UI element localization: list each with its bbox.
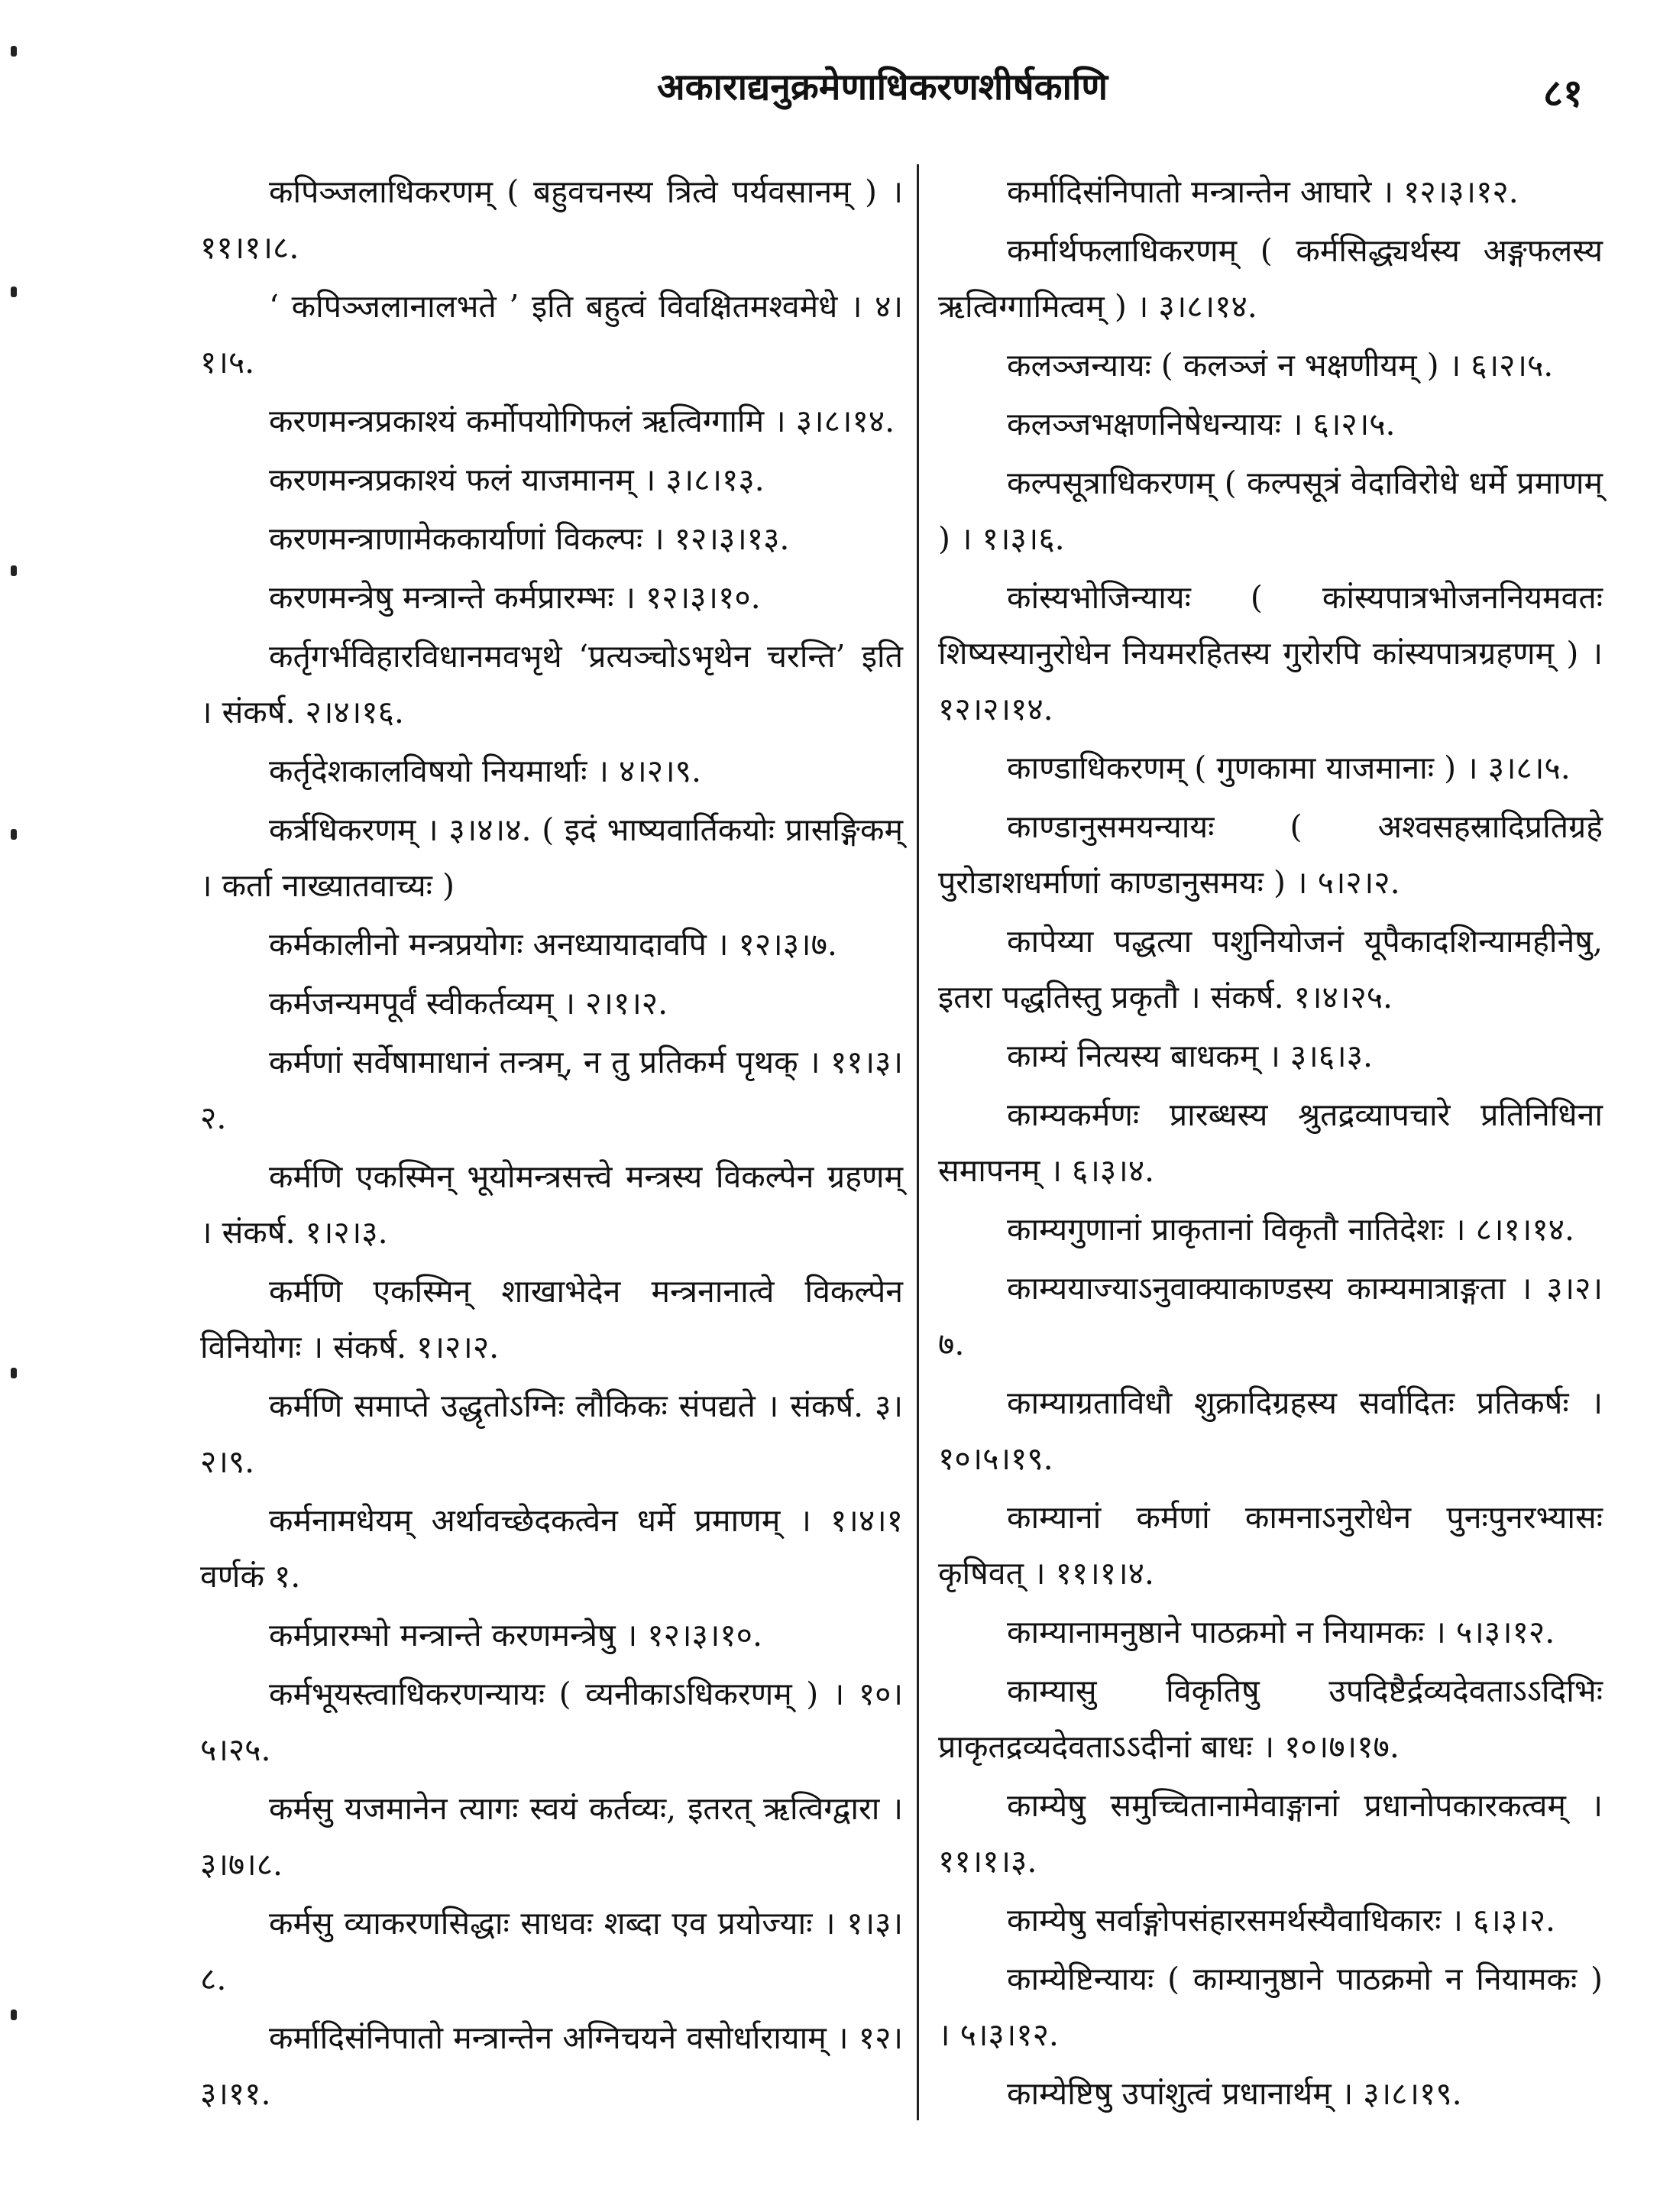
index-entry: करणमन्त्राणामेककार्याणां विकल्पः । १२।३।१३. [269,520,790,557]
index-entry: कर्मभूयस्त्वाधिकरणन्यायः ( व्यनीकाऽधिकरणम् ) । १०।५।२५. [200,1676,903,1768]
margin-mark [11,1368,17,1378]
index-entry: कर्मणि एकस्मिन् शाखाभेदेन मन्त्रनानात्वे विकल्पेन विनियोगः । संकर्ष. १।२।२. [200,1273,903,1365]
margin-mark [11,46,17,57]
index-entry: कर्मादिसंनिपातो मन्त्रान्तेन अग्निचयने वसोर्धारायाम् । १२।३।११. [200,2019,903,2112]
column-divider [917,164,919,2120]
index-entry: कर्तृगर्भविहारविधानमवभृथे ‘प्रत्यञ्चोऽभृथेन चरन्ति’ इति । संकर्ष. २।४।१६. [200,638,903,730]
index-entry: काम्यगुणानां प्राकृतानां विकृतौ नातिदेशः । ८।१।१४. [1007,1211,1575,1248]
index-entry: काण्डाधिकरणम् ( गुणकामा याजमानाः ) । ३।८।५. [1007,750,1571,786]
index-entry: करणमन्त्रप्रकाश्यं फलं याजमानम् । ३।८।१३. [269,462,765,498]
index-entry: कलञ्जभक्षणनिषेधन्यायः । ६।२।५. [1007,406,1396,442]
index-entry: काम्यकर्मणः प्रारब्धस्य श्रुतद्रव्यापचारे प्रतिनिधिना समापनम् । ६।३।४. [938,1096,1603,1189]
page-header [0,61,1673,130]
index-entry: कांस्यभोजिन्यायः ( कांस्यपात्रभोजननियमवतः शिष्यस्यानुरोधेन नियमरहितस्य गुरोरपि कांस्यपात्रग्रहणम् ) । १२।२।१४. [938,579,1603,727]
index-entry: काम्ययाज्याऽनुवाक्याकाण्डस्य काम्यमात्राङ्गता । ३।२।७. [938,1270,1603,1362]
margin-mark [11,287,17,297]
index-entry: काम्यं नित्यस्य बाधकम् । ३।६।३. [1007,1038,1373,1074]
index-entry: कल्पसूत्राधिकरणम् ( कल्पसूत्रं वेदाविरोधे धर्मे प्रमाणम् ) । १।३।६. [938,465,1603,557]
index-entry: कर्मसु यजमानेन त्यागः स्वयं कर्तव्यः, इतरत् ऋत्विग्द्वारा । ३।७।८. [200,1790,903,1883]
index-entry: कर्त्रधिकरणम् । ३।४।४. ( इदं भाष्यवार्तिकयोः प्रासङ्गिकम् । कर्ता नाख्यातवाच्यः ) [200,811,903,904]
left-column [200,164,903,2125]
index-entry: कापेय्या पद्धत्या पशुनियोजनं यूपैकादशिन्यामहीनेषु, इतरा पद्धतिस्तु प्रकृतौ । संकर्ष. १।४।२५. [938,923,1603,1015]
index-entry: कर्मणि समाप्ते उद्धृतोऽग्निः लौकिकः संपद्यते । संकर्ष. ३।२।९. [200,1388,903,1480]
index-entry: कर्मनामधेयम् अर्थावच्छेदकत्वेन धर्मे प्रमाणम् । १।४।१ वर्णकं १. [200,1502,903,1595]
index-entry: कर्मसु व्याकरणसिद्धाः साधवः शब्दा एव प्रयोज्याः । १।३।८. [200,1905,903,1997]
index-entry: काम्यानामनुष्ठाने पाठक्रमो न नियामकः । ५।३।१२. [1007,1614,1555,1650]
index-entry: कर्मकालीनो मन्त्रप्रयोगः अनध्यायादावपि । १२।३।७. [269,926,837,963]
index-entry: काम्याग्रताविधौ शुक्रादिग्रहस्य सर्वादितः प्रतिकर्षः । १०।५।१९. [938,1385,1603,1477]
page-title: अकाराद्यनुक्रमेणाधिकरणशीर्षकाणि [657,66,1108,108]
index-entry: करणमन्त्रप्रकाश्यं कर्मोपयोगिफलं ऋत्विग्गामि । ३।८।१४. [269,403,895,439]
right-column [938,164,1603,2125]
index-entry: कर्मणि एकस्मिन् भूयोमन्त्रसत्त्वे मन्त्रस्य विकल्पेन ग्रहणम् । संकर्ष. १।२।३. [200,1158,903,1251]
index-entry: काम्येषु समुच्चितानामेवाङ्गानां प्रधानोपकारकत्वम् । ११।१।३. [938,1787,1603,1880]
index-entry: काम्येष्टिषु उपांशुत्वं प्रधानार्थम् । ३।८।१९. [1007,2075,1462,2112]
index-entry: काम्येषु सर्वाङ्गोपसंहारसमर्थस्यैवाधिकारः । ६।३।२. [1007,1902,1556,1938]
index-entry: काम्येष्टिन्यायः ( काम्यानुष्ठाने पाठक्रमो न नियामकः ) । ५।३।१२. [938,1961,1603,2053]
index-entry: कलञ्जन्यायः ( कलञ्जं न भक्षणीयम् ) । ६।२।५. [1007,347,1554,384]
index-entry: करणमन्त्रेषु मन्त्रान्ते कर्मप्रारम्भः । १२।३।१०. [269,579,761,616]
margin-mark [11,2010,17,2020]
index-entry: कपिञ्जलाधिकरणम् ( बहुवचनस्य त्रित्वे पर्यवसानम् ) । ११।१।८. [200,173,903,266]
index-entry: कर्मणां सर्वेषामाधानं तन्त्रम्, न तु प्रतिकर्म पृथक् । ११।३।२. [200,1044,903,1136]
index-entry: कर्मार्थफलाधिकरणम् ( कर्मसिद्ध्यर्थस्य अङ्गफलस्य ऋत्विग्गामित्वम् ) । ३।८।१४. [938,232,1603,325]
index-entry: कर्तृदेशकालविषयो नियमार्थाः । ४।२।९. [269,753,702,789]
margin-mark [11,829,17,840]
margin-mark [11,565,17,576]
index-entry: काण्डानुसमयन्यायः ( अश्वसहस्रादिप्रतिग्रहे पुरोडाशधर्माणां काण्डानुसमयः ) । ५।२।२. [938,808,1603,901]
page-number: ८१ [1543,70,1583,115]
index-entry: काम्यासु विकृतिषु उपदिष्टैर्द्रव्यदेवताऽऽदिभिः प्राकृतद्रव्यदेवताऽऽदीनां बाधः । १०।७।१७. [938,1673,1603,1765]
index-entry: कर्मादिसंनिपातो मन्त्रान्तेन आघारे । १२।३।१२. [1007,173,1519,210]
index-entry: काम्यानां कर्मणां कामनाऽनुरोधेन पुनःपुनरभ्यासः कृषिवत् । ११।१।४. [938,1499,1603,1592]
index-entry: कर्मजन्यमपूर्वं स्वीकर्तव्यम् । २।१।२. [269,985,668,1022]
index-entry: ‘ कपिञ्जलानालभते ’ इति बहुत्वं विवक्षितमश्वमेधे । ४।१।५. [200,288,903,381]
index-entry: कर्मप्रारम्भो मन्त्रान्ते करणमन्त्रेषु । १२।३।१०. [269,1617,763,1653]
